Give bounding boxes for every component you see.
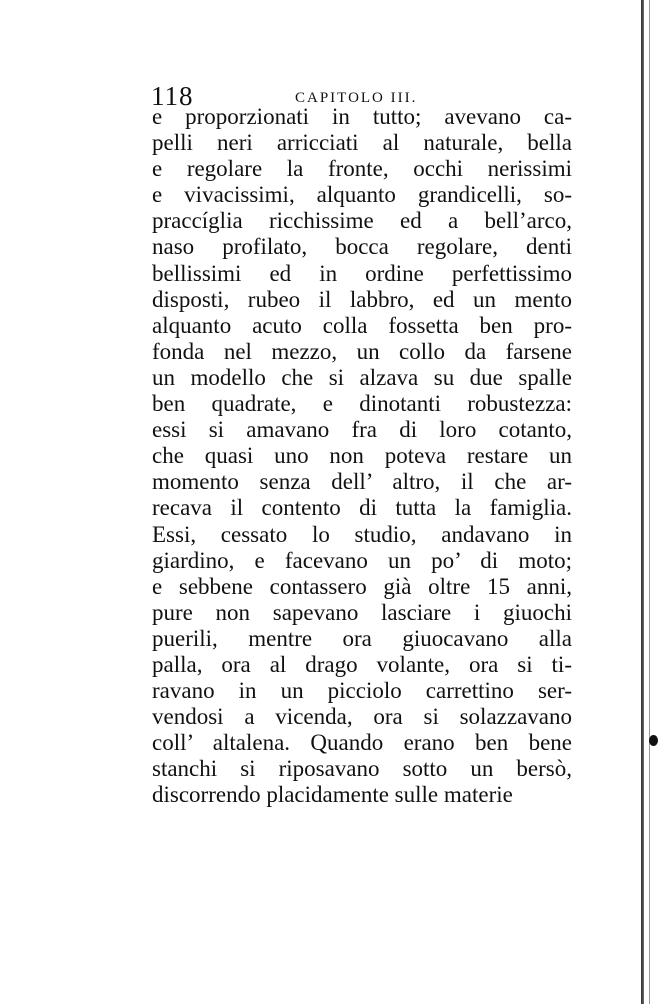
text-line: Essi, cessato lo studio, andavano in <box>152 521 572 547</box>
text-line: bellissimi ed in ordine perfettissimo <box>152 260 572 286</box>
text-line: fonda nel mezzo, un collo da farsene <box>152 338 572 364</box>
text-line: vendosi a vicenda, ora si solazzavano <box>152 704 572 730</box>
text-line: disposti, rubeo il labbro, ed un mento <box>152 286 572 312</box>
text-line: un modello che si alzava su due spalle <box>152 364 572 390</box>
text-line: e sebbene contassero già oltre 15 anni, <box>152 573 572 599</box>
text-line: puerili, mentre ora giuocavano alla <box>152 625 572 651</box>
text-line: momento senza dell’ altro, il che ar- <box>152 469 572 495</box>
text-line: e vivacissimi, alquanto grandicelli, so- <box>152 182 572 208</box>
text-line: essi si amavano fra di loro cotanto, <box>152 417 572 443</box>
text-line: e regolare la fronte, occhi nerissimi <box>152 156 572 182</box>
page-number: 118 <box>151 81 194 111</box>
page-binding-edge <box>641 0 644 1004</box>
text-line: pure non sapevano lasciare i giuochi <box>152 599 572 625</box>
text-line: giardino, e facevano un po’ di moto; <box>152 547 572 573</box>
text-line: praccíglia ricchissime ed a bell’arco, <box>152 208 572 234</box>
text-line: stanchi si riposavano sotto un bersò, <box>152 756 572 782</box>
text-line: coll’ altalena. Quando erano ben bene <box>152 730 572 756</box>
text-line: che quasi uno non poteva restare un <box>152 443 572 469</box>
text-line: discorrendo placidamente sulle materie <box>152 782 513 808</box>
page-edge-line <box>649 0 650 1004</box>
text-line: recava il contento di tutta la famiglia. <box>152 495 572 521</box>
text-line: ravano in un picciolo carrettino ser- <box>152 678 572 704</box>
chapter-title: CAPITOLO III. <box>295 90 418 106</box>
text-line: naso profilato, bocca regolare, denti <box>152 234 572 260</box>
text-line: e proporzionati in tutto; avevano ca- <box>152 104 572 129</box>
text-line: pelli neri arricciati al naturale, bella <box>152 130 572 156</box>
binding-mark <box>649 735 658 746</box>
body-text <box>152 104 572 809</box>
text-line: palla, ora al drago volante, ora si ti- <box>152 651 572 677</box>
text-line: ben quadrate, e dinotanti robustezza: <box>152 391 572 417</box>
text-line: alquanto acuto colla fossetta ben pro- <box>152 312 572 338</box>
